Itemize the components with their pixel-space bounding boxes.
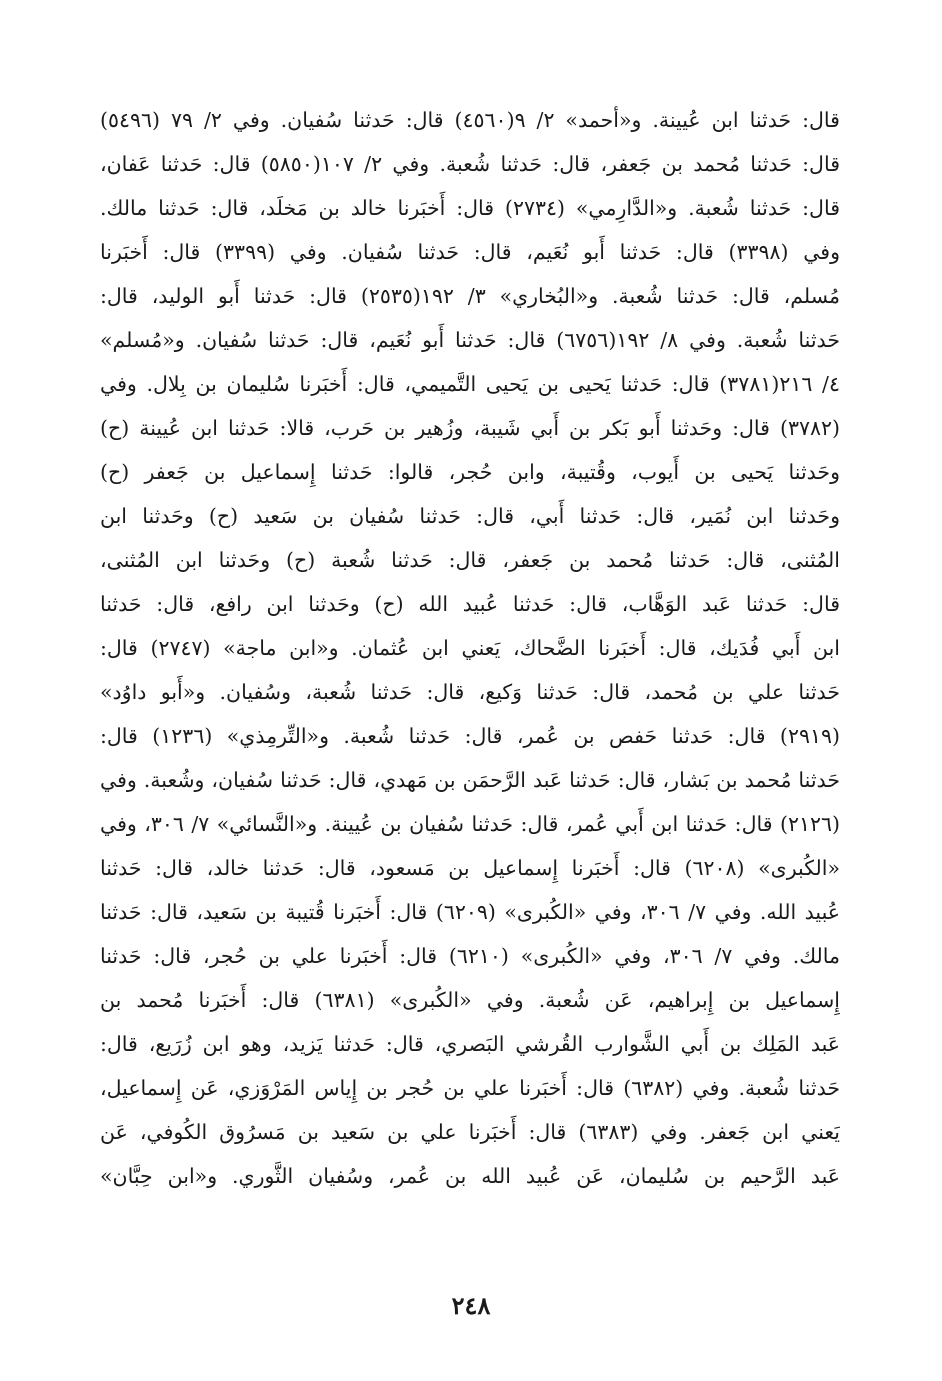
text-line: قال: حَدثنا شُعبة. و«الدَّارِمي» (٢٧٣٤) قال: أَخبَرنا خالد بن مَخلَد، قال: حَدثنا مالك.: [100, 196, 840, 220]
text-line: (٢٩١٩) قال: حَدثنا حَفص بن عُمر، قال: حَدثنا شُعبة. و«التِّرمِذي» (١٢٣٦) قال:: [100, 724, 840, 748]
text-line: حَدثنا شُعبة. وفي (٦٣٨٢) قال: أَخبَرنا علي بن حُجر بن إِياس المَرْوَزي، عَن إِسماعيل،: [100, 1076, 840, 1100]
text-line: إِسماعيل بن إِبراهيم، عَن شُعبة. وفي «الكُبرى» (٦٣٨١) قال: أَخبَرنا مُحمد بن: [100, 988, 840, 1012]
text-line: وحَدثنا ابن نُمَير، قال: حَدثنا أَبي، قال: حَدثنا سُفيان بن سَعيد (ح) وحَدثنا ابن: [100, 504, 840, 528]
text-line: وفي (٣٣٩٨) قال: حَدثنا أَبو نُعَيم، قال: حَدثنا سُفيان. وفي (٣٣٩٩) قال: أَخبَرنا: [100, 240, 840, 264]
text-line: «الكُبرى» (٦٢٠٨) قال: أَخبَرنا إِسماعيل بن مَسعود، قال: حَدثنا خالد، قال: حَدثنا: [100, 856, 840, 880]
text-line: المُثنى، قال: حَدثنا مُحمد بن جَعفر، قال: حَدثنا شُعبة (ح) وحَدثنا ابن المُثنى،: [100, 548, 840, 572]
text-line: (٣٧٨٢) قال: وحَدثنا أَبو بَكر بن أَبي شَيبة، وزُهير بن حَرب، قالا: حَدثنا ابن عُيينة (ح): [100, 416, 840, 440]
main-text: [100, 98, 840, 1198]
text-line: وحَدثنا يَحيى بن أَيوب، وقُتيبة، وابن حُجر، قالوا: حَدثنا إِسماعيل بن جَعفر (ح): [100, 460, 840, 484]
text-line: قال: حَدثنا ابن عُيينة. و«أحمد» ٢/ ٩(٤٥٦٠) قال: حَدثنا سُفيان. وفي ٢/ ٧٩ (٥٤٩٦): [100, 108, 840, 132]
text-line: عَبد الرَّحيم بن سُليمان، عَن عُبيد الله بن عُمر، وسُفيان الثَّوري. و«ابن حِبَّان»: [100, 1164, 840, 1188]
text-line: مالك. وفي ٧/ ٣٠٦، وفي «الكُبرى» (٦٢١٠) قال: أَخبَرنا علي بن حُجر، قال: حَدثنا: [100, 944, 840, 968]
text-line: (٢١٢٦) قال: حَدثنا ابن أَبي عُمر، قال: حَدثنا سُفيان بن عُيينة. و«النَّسائي» ٧/ ٣٠٦، وفي: [100, 812, 840, 836]
text-line: قال: حَدثنا عَبد الوَهَّاب، قال: حَدثنا عُبيد الله (ح) وحَدثنا ابن رافع، قال: حَدثنا: [100, 592, 840, 616]
text-line: حَدثنا علي بن مُحمد، قال: حَدثنا وَكيع، قال: حَدثنا شُعبة، وسُفيان. و«أَبو داوُد»: [100, 680, 840, 704]
text-line: يَعني ابن جَعفر. وفي (٦٣٨٣) قال: أَخبَرنا علي بن سَعيد بن مَسرُوق الكُوفي، عَن: [100, 1120, 840, 1144]
text-line: عُبيد الله. وفي ٧/ ٣٠٦، وفي «الكُبرى» (٦٢٠٩) قال: أَخبَرنا قُتيبة بن سَعيد، قال: حَدثنا: [100, 900, 840, 924]
text-line: عَبد المَلِك بن أَبي الشَّوارب القُرشي البَصري، قال: حَدثنا يَزيد، وهو ابن زُرَيع، قال:: [100, 1032, 840, 1056]
text-line: قال: حَدثنا مُحمد بن جَعفر، قال: حَدثنا شُعبة. وفي ٢/ ١٠٧(٥٨٥٠) قال: حَدثنا عَفان،: [100, 152, 840, 176]
text-line: ٤/ ٢١٦(٣٧٨١) قال: حَدثنا يَحيى بن يَحيى التَّميمي، قال: أَخبَرنا سُليمان بن بِلال. وفي: [100, 372, 840, 396]
text-line: ابن أَبي فُدَيك، قال: أَخبَرنا الضَّحاك، يَعني ابن عُثمان. و«ابن ماجة» (٢٧٤٧) قال:: [100, 636, 840, 660]
text-line: حَدثنا مُحمد بن بَشار، قال: حَدثنا عَبد الرَّحمَن بن مَهدي، قال: حَدثنا سُفيان، وشُعبة. وفي: [100, 768, 840, 792]
page-number: ٢٤٨: [451, 1291, 491, 1320]
text-line: مُسلم، قال: حَدثنا شُعبة. و«البُخاري» ٣/ ١٩٢(٢٥٣٥) قال: حَدثنا أَبو الوليد، قال:: [100, 284, 840, 308]
text-line: حَدثنا شُعبة. وفي ٨/ ١٩٢(٦٧٥٦) قال: حَدثنا أَبو نُعَيم، قال: حَدثنا سُفيان. و«مُسلم»: [100, 328, 840, 352]
